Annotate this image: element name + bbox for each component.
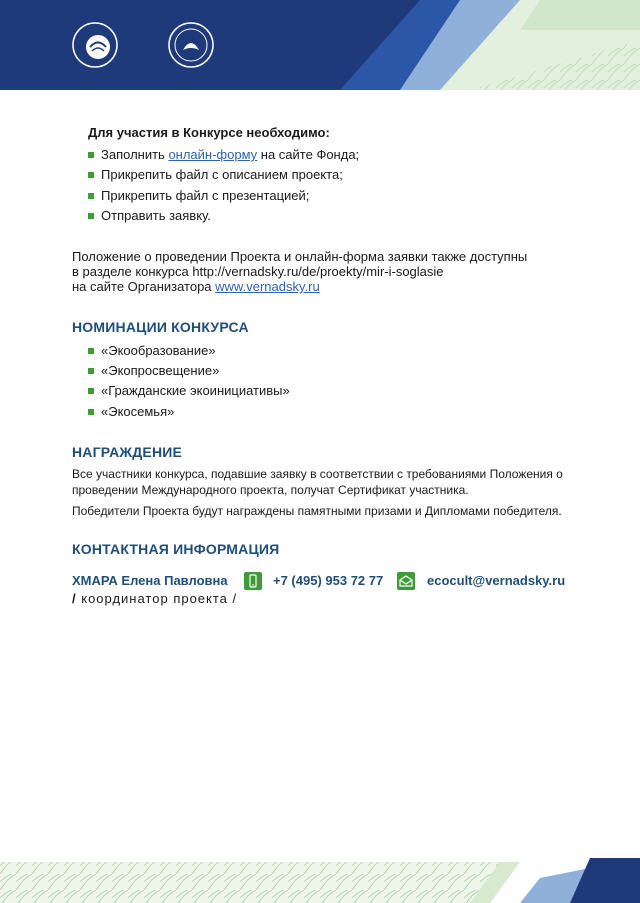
- participation-item: Прикрепить файл с описанием проекта;: [88, 167, 343, 183]
- online-form-link[interactable]: онлайн-форму: [168, 147, 258, 162]
- bullet-icon: [88, 152, 94, 158]
- participation-item: Отправить заявку.: [88, 208, 211, 224]
- vernadsky-site-link[interactable]: www.vernadsky.ru: [215, 279, 320, 294]
- bullet-icon: [88, 368, 94, 374]
- nomination-item: «Экообразование»: [88, 343, 216, 359]
- info-line: Положение о проведении Проекта и онлайн-форма заявки также доступны: [72, 249, 528, 264]
- award-text: проведении Международного проекта, получат Сертификат участника.: [72, 483, 469, 497]
- header-banner: [0, 0, 640, 90]
- nominations-heading: НОМИНАЦИИ КОНКУРСА: [72, 319, 249, 335]
- phone-icon: [244, 572, 262, 590]
- vernadsky-foundation-logo: [70, 20, 120, 70]
- info-line: на сайте Организатора www.vernadsky.ru: [72, 279, 320, 294]
- award-heading: НАГРАЖДЕНИЕ: [72, 444, 183, 460]
- bullet-icon: [88, 409, 94, 415]
- bullet-icon: [88, 388, 94, 394]
- participation-title: Для участия в Конкурсе необходимо:: [88, 125, 330, 140]
- participation-item: Прикрепить файл с презентацией;: [88, 188, 309, 204]
- award-text: Победители Проекта будут награждены памятными призами и Дипломами победителя.: [72, 504, 562, 518]
- mir-i-soglasie-logo: [166, 20, 216, 70]
- mail-icon: [397, 572, 415, 590]
- footer-graphic: [0, 858, 640, 903]
- bullet-icon: [88, 348, 94, 354]
- bullet-icon: [88, 172, 94, 178]
- bullet-icon: [88, 193, 94, 199]
- contact-name: ХМАРА Елена Павловна: [72, 573, 228, 588]
- footer-banner: [0, 858, 640, 903]
- info-line: в разделе конкурса http://vernadsky.ru/de/proekty/mir-i-soglasie: [72, 264, 444, 279]
- contact-phone[interactable]: +7 (495) 953 72 77: [273, 573, 384, 588]
- nomination-item: «Экопросвещение»: [88, 363, 219, 379]
- participation-item: Заполнить онлайн-форму на сайте Фонда;: [88, 147, 359, 163]
- nomination-item: «Гражданские экоинициативы»: [88, 383, 290, 399]
- bullet-icon: [88, 213, 94, 219]
- contacts-heading: КОНТАКТНАЯ ИНФОРМАЦИЯ: [72, 541, 280, 557]
- contact-role: / координатор проекта /: [72, 591, 238, 606]
- award-text: Все участники конкурса, подавшие заявку в соответствии с требованиями Положения о: [72, 467, 563, 481]
- nomination-item: «Экосемья»: [88, 404, 174, 420]
- contact-email[interactable]: ecocult@vernadsky.ru: [427, 573, 566, 588]
